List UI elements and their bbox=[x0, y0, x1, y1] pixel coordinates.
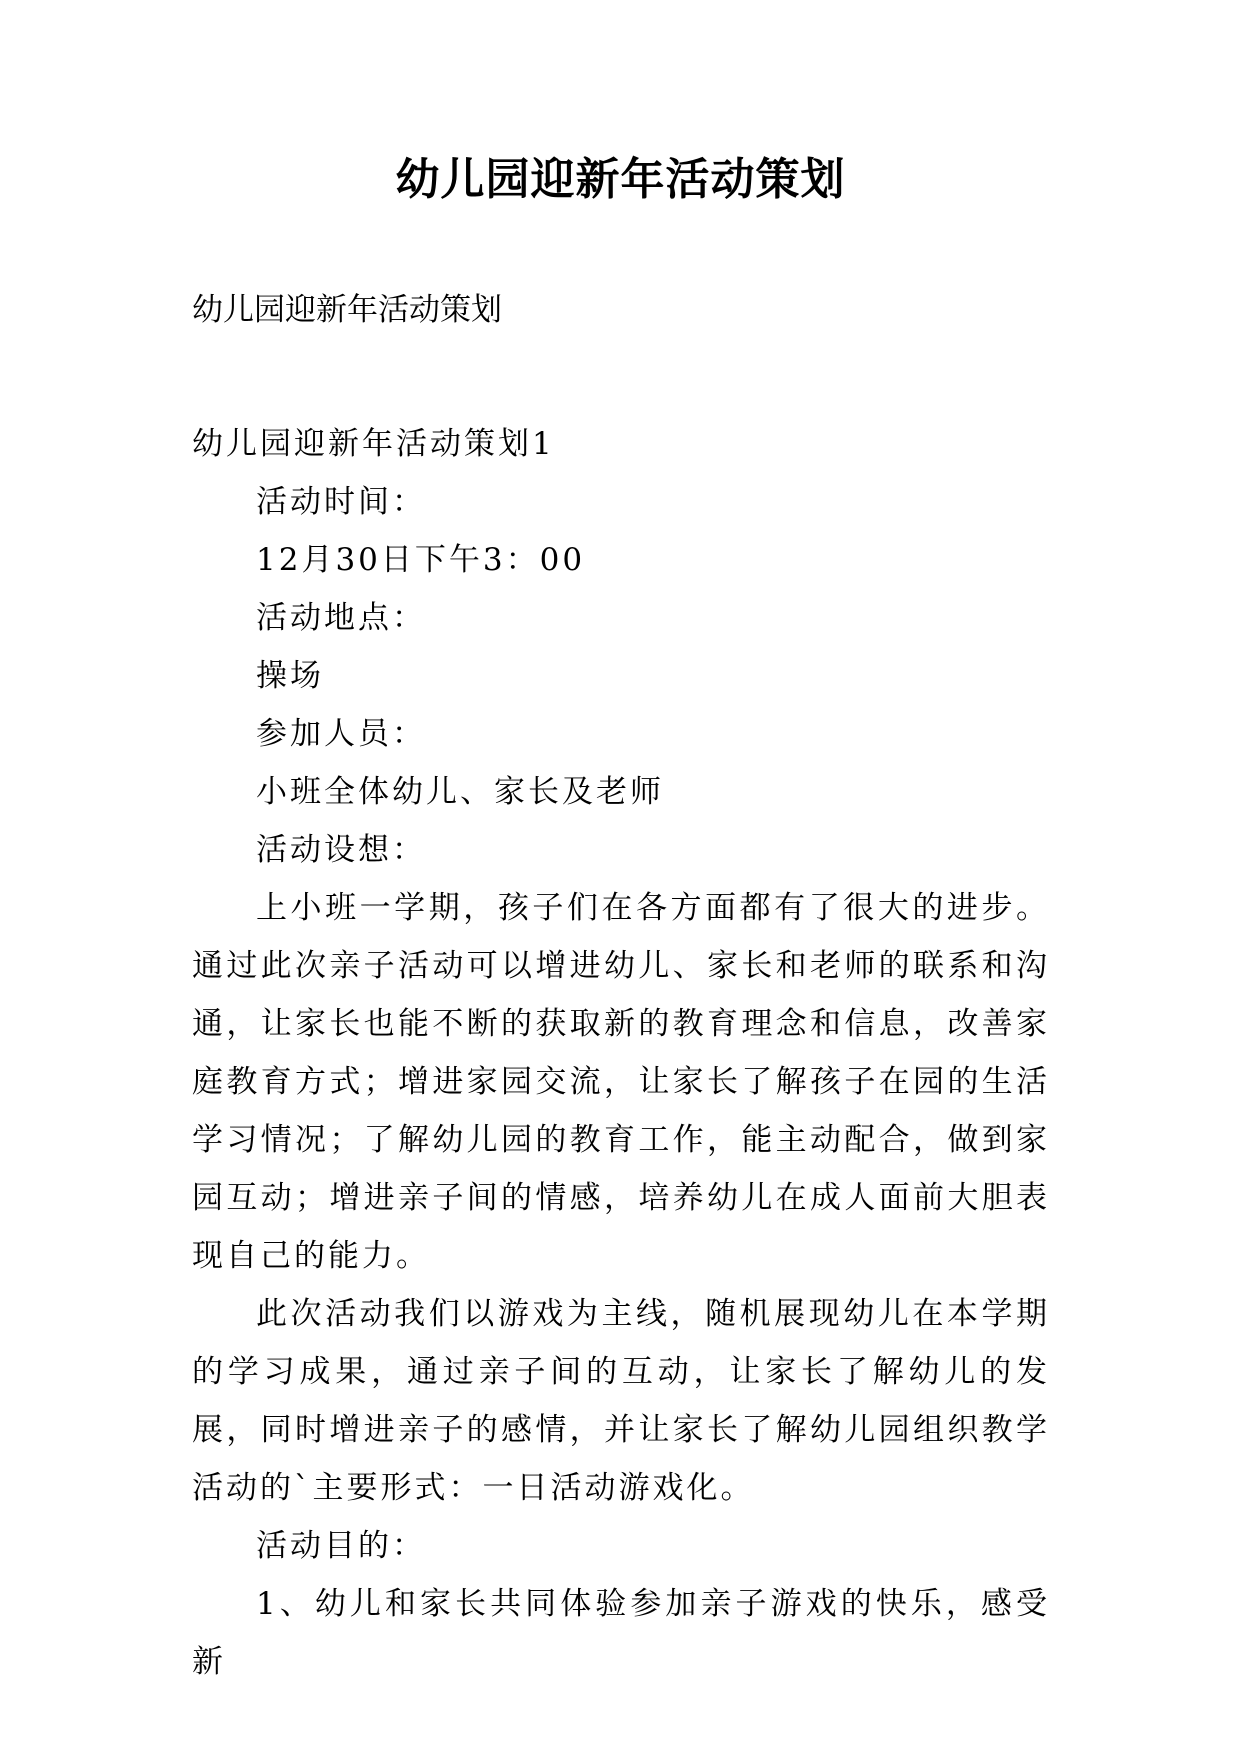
paragraph-participants-label: 参加人员： bbox=[256, 716, 426, 752]
document-title: 幼儿园迎新年活动策划 bbox=[395, 154, 846, 205]
paragraph-concept-body-1: 上小班一学期，孩子们在各方面都有了很大的进步。通过此次亲子活动可以增进幼儿、家长和老师的联系和沟通，让家长也能不断的获取新的教育理念和信息，改善家庭教育方式；增进家园交流，让家长了解孩子在园的生活学习情况；了解幼儿园的教育工作，能主动配合，做到家园互动；增进亲子间的情感，培养幼儿在成人面前大胆表现自己的能力。 bbox=[192, 890, 1050, 1274]
paragraph-participants-value: 小班全体幼儿、家长及老师 bbox=[256, 774, 664, 810]
paragraph-concept-body-2: 此次活动我们以游戏为主线，随机展现幼儿在本学期的学习成果，通过亲子间的互动，让家长了解幼儿的发展，同时增进亲子的感情，并让家长了解幼儿园组织教学活动的`主要形式：一日活动游戏化。 bbox=[192, 1296, 1050, 1506]
paragraph-activity-time-value: 12月30日下午3：00 bbox=[256, 542, 586, 578]
paragraph-goal-1: 1、幼儿和家长共同体验参加亲子游戏的快乐，感受新 bbox=[192, 1586, 1050, 1680]
paragraph-activity-place-label: 活动地点： bbox=[256, 600, 426, 636]
paragraph-activity-place-value: 操场 bbox=[256, 658, 324, 694]
document-subtitle: 幼儿园迎新年活动策划 bbox=[192, 292, 502, 328]
paragraph-goals-label: 活动目的： bbox=[256, 1528, 426, 1564]
section-heading: 幼儿园迎新年活动策划1 bbox=[192, 426, 555, 462]
paragraph-concept-label: 活动设想： bbox=[256, 832, 426, 868]
document-body bbox=[192, 415, 1050, 1691]
paragraph-activity-time-label: 活动时间： bbox=[256, 484, 426, 520]
